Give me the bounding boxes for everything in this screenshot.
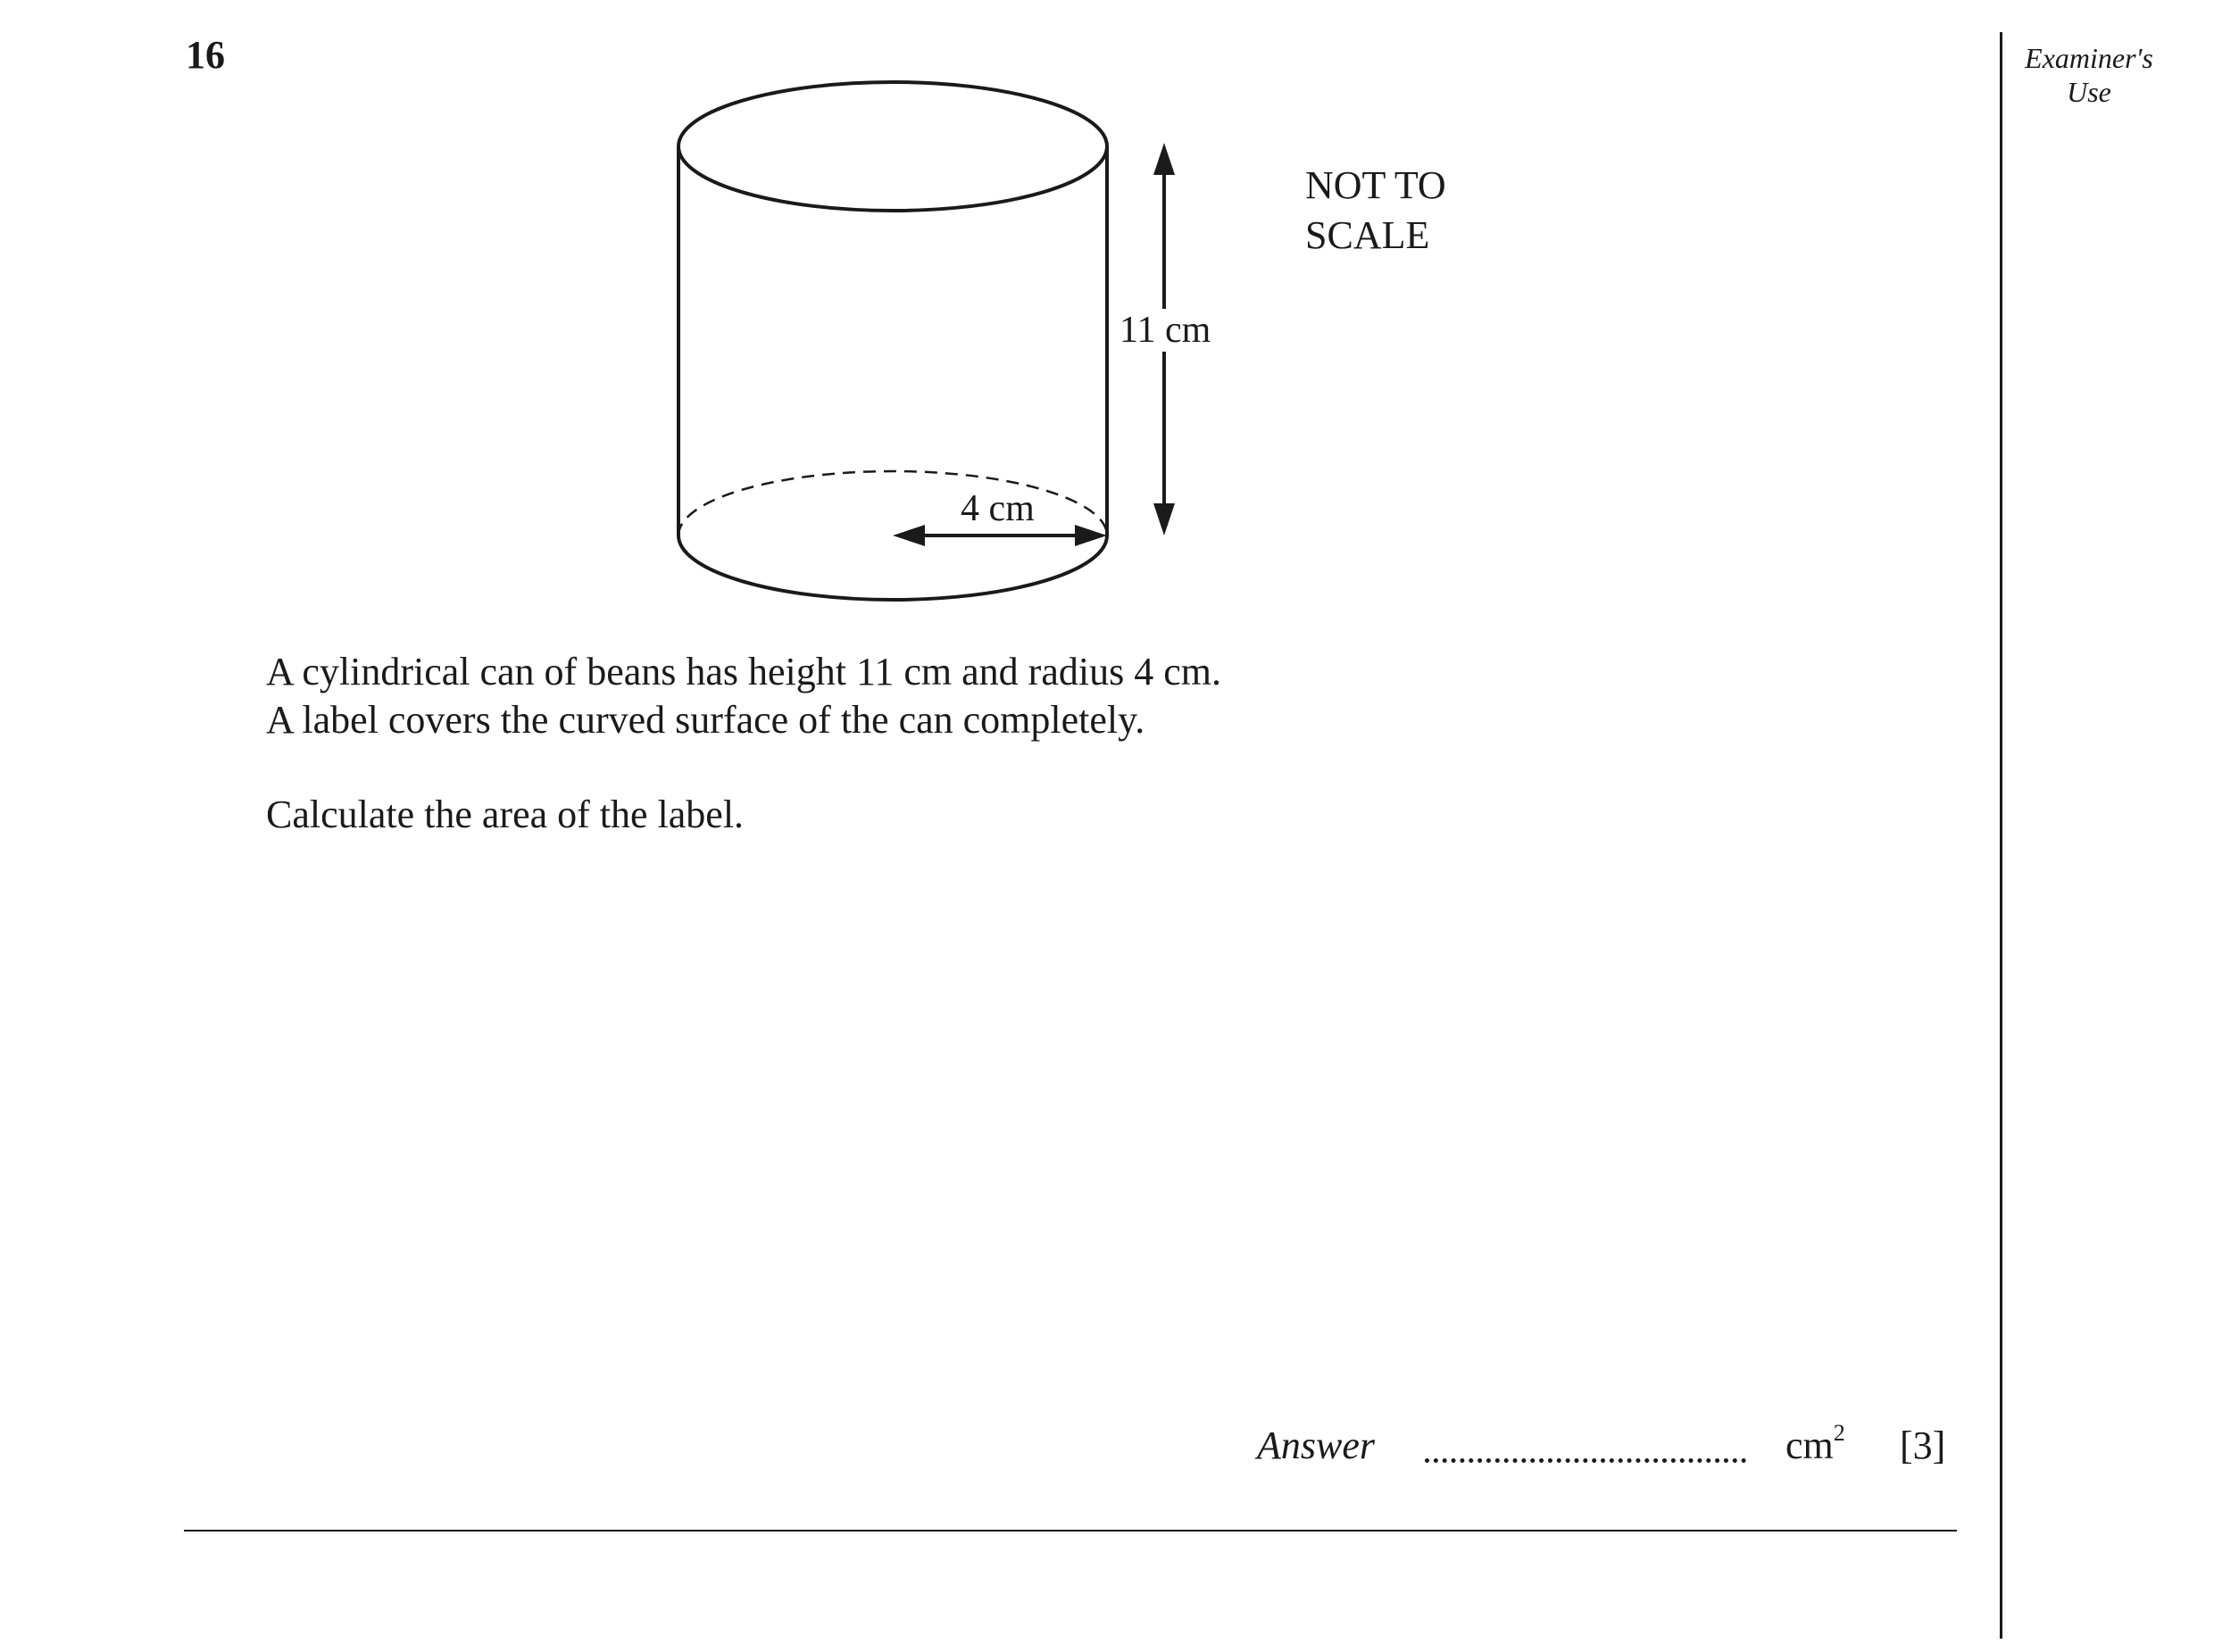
radius-label: 4 cm: [961, 488, 1035, 529]
marks-badge: [3]: [1900, 1424, 1946, 1467]
answer-unit: [1785, 1420, 1845, 1468]
question-text: [266, 648, 1962, 839]
cylinder-top: [678, 82, 1107, 211]
answer-unit-power: 2: [1833, 1420, 1845, 1446]
height-label: 11 cm: [1119, 310, 1211, 351]
answer-unit-text: cm: [1785, 1424, 1834, 1467]
height-arrow-bottom-head: [1153, 503, 1175, 535]
radius-arrow-left-head: [893, 525, 925, 546]
radius-arrow-right-head: [1075, 525, 1107, 546]
answer-field[interactable]: [1425, 1458, 1746, 1463]
cylinder-bottom-front: [678, 535, 1107, 600]
question-number: 16: [186, 33, 225, 77]
cylinder-bottom-back: [678, 471, 1107, 535]
height-arrow-top-head: [1153, 143, 1175, 175]
question-divider: [184, 1530, 1957, 1532]
cylinder-diagram: [0, 0, 2214, 625]
answer-label: Answer: [1257, 1424, 1375, 1467]
question-line-2: A label covers the curved surface of the can completely.: [266, 698, 1145, 742]
not-to-scale-note: NOT TO SCALE: [1305, 163, 1446, 257]
answer-row: [1257, 1419, 1971, 1473]
question-line-3: Calculate the area of the label.: [266, 793, 745, 836]
examiner-use-label: Examiner's Use: [2025, 42, 2153, 108]
question-line-1: A cylindrical can of beans has height 11 cm and radius 4 cm.: [266, 650, 1221, 693]
